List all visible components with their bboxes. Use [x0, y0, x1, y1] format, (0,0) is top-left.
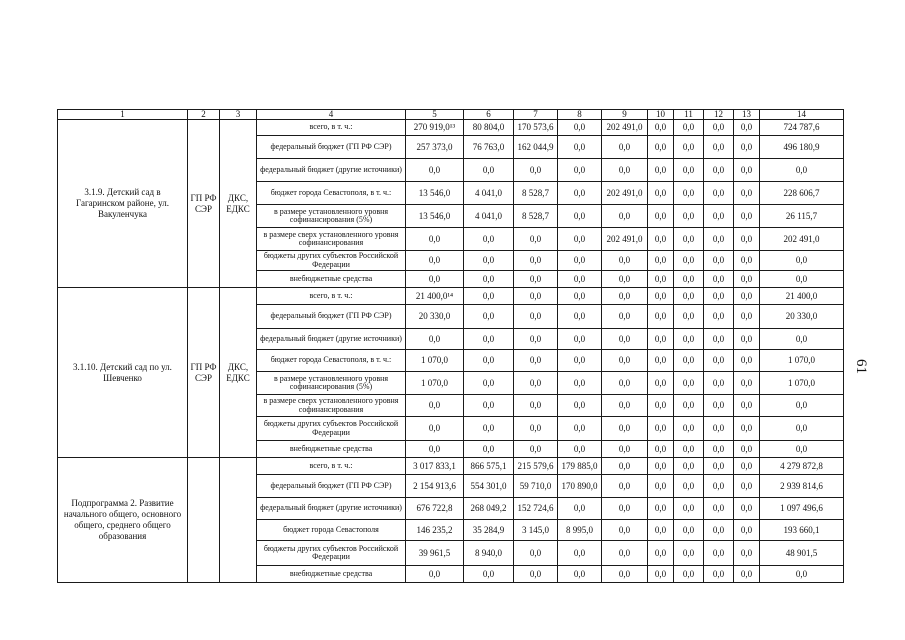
- value-cell: 0,0: [406, 329, 464, 350]
- value-cell: 724 787,6: [760, 120, 844, 136]
- value-cell: 21 400,0¹⁴: [406, 288, 464, 305]
- value-cell: 0,0: [760, 417, 844, 441]
- header-cell: 5: [406, 110, 464, 120]
- value-cell: 8 528,7: [514, 205, 558, 228]
- value-cell: 0,0: [558, 541, 602, 566]
- value-cell: 13 546,0: [406, 182, 464, 205]
- value-cell: 0,0: [704, 541, 734, 566]
- value-cell: 0,0: [558, 205, 602, 228]
- value-cell: 0,0: [704, 458, 734, 475]
- funding-source-label: внебюджетные средства: [257, 566, 406, 583]
- value-cell: 8 995,0: [558, 520, 602, 541]
- value-cell: 0,0: [734, 182, 760, 205]
- value-cell: 0,0: [558, 136, 602, 159]
- value-cell: 0,0: [734, 458, 760, 475]
- value-cell: 0,0: [464, 417, 514, 441]
- value-cell: 3 017 833,1: [406, 458, 464, 475]
- value-cell: 0,0: [734, 541, 760, 566]
- value-cell: 0,0: [514, 566, 558, 583]
- section-name: Подпрограмма 2. Развитие начального общего, основного общего, среднего общего образования: [58, 458, 188, 583]
- value-cell: 0,0: [734, 288, 760, 305]
- value-cell: 0,0: [760, 441, 844, 458]
- value-cell: 0,0: [648, 520, 674, 541]
- value-cell: 0,0: [602, 395, 648, 417]
- value-cell: 0,0: [406, 228, 464, 251]
- value-cell: 0,0: [674, 498, 704, 520]
- value-cell: 0,0: [514, 305, 558, 329]
- value-cell: 0,0: [674, 350, 704, 372]
- value-cell: 13 546,0: [406, 205, 464, 228]
- value-cell: 179 885,0: [558, 458, 602, 475]
- value-cell: 0,0: [558, 395, 602, 417]
- value-cell: 0,0: [674, 395, 704, 417]
- value-cell: 0,0: [464, 251, 514, 271]
- value-cell: 0,0: [514, 228, 558, 251]
- value-cell: 496 180,9: [760, 136, 844, 159]
- value-cell: 0,0: [648, 136, 674, 159]
- value-cell: 0,0: [464, 288, 514, 305]
- value-cell: 0,0: [464, 271, 514, 288]
- value-cell: 202 491,0: [602, 182, 648, 205]
- value-cell: 0,0: [674, 417, 704, 441]
- value-cell: 202 491,0: [602, 228, 648, 251]
- value-cell: 0,0: [674, 520, 704, 541]
- funding-source-label: бюджеты других субъектов Российской Федерации: [257, 541, 406, 566]
- value-cell: 193 660,1: [760, 520, 844, 541]
- value-cell: 4 041,0: [464, 182, 514, 205]
- value-cell: 0,0: [514, 350, 558, 372]
- value-cell: 0,0: [602, 566, 648, 583]
- value-cell: 0,0: [648, 417, 674, 441]
- value-cell: 0,0: [514, 541, 558, 566]
- header-cell: 12: [704, 110, 734, 120]
- value-cell: 0,0: [558, 182, 602, 205]
- value-cell: 0,0: [514, 251, 558, 271]
- value-cell: 0,0: [558, 120, 602, 136]
- funding-source-label: в размере сверх установленного уровня софинансирования: [257, 395, 406, 417]
- value-cell: 0,0: [558, 288, 602, 305]
- value-cell: 0,0: [704, 350, 734, 372]
- value-cell: 0,0: [558, 271, 602, 288]
- value-cell: 0,0: [602, 159, 648, 182]
- header-cell: 11: [674, 110, 704, 120]
- value-cell: 0,0: [514, 271, 558, 288]
- table-row: [58, 120, 844, 136]
- value-cell: 152 724,6: [514, 498, 558, 520]
- value-cell: 0,0: [464, 228, 514, 251]
- value-cell: 170 573,6: [514, 120, 558, 136]
- value-cell: 0,0: [704, 417, 734, 441]
- value-cell: 0,0: [704, 288, 734, 305]
- value-cell: 0,0: [514, 372, 558, 395]
- funding-source-label: бюджет города Севастополя, в т. ч.:: [257, 350, 406, 372]
- value-cell: 0,0: [602, 520, 648, 541]
- value-cell: 0,0: [674, 305, 704, 329]
- value-cell: 0,0: [558, 329, 602, 350]
- funding-source-label: федеральный бюджет (другие источники): [257, 329, 406, 350]
- value-cell: 0,0: [648, 458, 674, 475]
- value-cell: 48 901,5: [760, 541, 844, 566]
- value-cell: 0,0: [602, 475, 648, 498]
- funding-source-label: всего, в т. ч.:: [257, 458, 406, 475]
- value-cell: 0,0: [704, 120, 734, 136]
- value-cell: 0,0: [734, 271, 760, 288]
- value-cell: 268 049,2: [464, 498, 514, 520]
- header-cell: 4: [257, 110, 406, 120]
- section-name: 3.1.10. Детский сад по ул. Шевченко: [58, 288, 188, 458]
- value-cell: 0,0: [704, 205, 734, 228]
- value-cell: 0,0: [648, 288, 674, 305]
- value-cell: 0,0: [648, 350, 674, 372]
- value-cell: 59 710,0: [514, 475, 558, 498]
- value-cell: 0,0: [514, 288, 558, 305]
- value-cell: 0,0: [704, 228, 734, 251]
- value-cell: 0,0: [406, 159, 464, 182]
- value-cell: 0,0: [674, 120, 704, 136]
- value-cell: 0,0: [602, 305, 648, 329]
- value-cell: 228 606,7: [760, 182, 844, 205]
- value-cell: 0,0: [704, 251, 734, 271]
- value-cell: 0,0: [760, 159, 844, 182]
- value-cell: 0,0: [464, 350, 514, 372]
- value-cell: 0,0: [674, 271, 704, 288]
- value-cell: 0,0: [734, 159, 760, 182]
- funding-source-label: федеральный бюджет (ГП РФ СЭР): [257, 305, 406, 329]
- value-cell: 0,0: [704, 566, 734, 583]
- funding-source-label: в размере установленного уровня софинансирования (5%): [257, 372, 406, 395]
- funding-source-label: бюджет города Севастополя, в т. ч.:: [257, 182, 406, 205]
- value-cell: 0,0: [704, 329, 734, 350]
- value-cell: 0,0: [514, 159, 558, 182]
- value-cell: 0,0: [674, 205, 704, 228]
- value-cell: 0,0: [704, 441, 734, 458]
- section-executor: ДКС, ЕДКС: [220, 288, 257, 458]
- value-cell: 0,0: [704, 498, 734, 520]
- value-cell: 0,0: [558, 305, 602, 329]
- value-cell: 2 154 913,6: [406, 475, 464, 498]
- value-cell: 676 722,8: [406, 498, 464, 520]
- value-cell: 0,0: [734, 329, 760, 350]
- value-cell: 0,0: [464, 566, 514, 583]
- funding-source-label: федеральный бюджет (ГП РФ СЭР): [257, 136, 406, 159]
- value-cell: 0,0: [734, 417, 760, 441]
- value-cell: 0,0: [674, 288, 704, 305]
- value-cell: 0,0: [602, 271, 648, 288]
- value-cell: 0,0: [674, 228, 704, 251]
- header-cell: 3: [220, 110, 257, 120]
- value-cell: 202 491,0: [760, 228, 844, 251]
- value-cell: 0,0: [648, 566, 674, 583]
- value-cell: 0,0: [734, 350, 760, 372]
- value-cell: 0,0: [464, 305, 514, 329]
- value-cell: 0,0: [704, 475, 734, 498]
- value-cell: 0,0: [602, 329, 648, 350]
- value-cell: 0,0: [406, 441, 464, 458]
- value-cell: 0,0: [674, 136, 704, 159]
- value-cell: 1 070,0: [406, 350, 464, 372]
- value-cell: 0,0: [648, 372, 674, 395]
- funding-source-label: в размере установленного уровня софинансирования (5%): [257, 205, 406, 228]
- value-cell: 0,0: [602, 136, 648, 159]
- value-cell: 0,0: [602, 288, 648, 305]
- value-cell: 26 115,7: [760, 205, 844, 228]
- value-cell: 0,0: [648, 182, 674, 205]
- value-cell: 0,0: [674, 458, 704, 475]
- value-cell: 20 330,0: [760, 305, 844, 329]
- section-name: 3.1.9. Детский сад в Гагаринском районе, ул. Вакуленчука: [58, 120, 188, 288]
- value-cell: 0,0: [734, 136, 760, 159]
- value-cell: 21 400,0: [760, 288, 844, 305]
- value-cell: 0,0: [406, 566, 464, 583]
- value-cell: 0,0: [602, 458, 648, 475]
- value-cell: 0,0: [558, 159, 602, 182]
- value-cell: 0,0: [674, 566, 704, 583]
- value-cell: 0,0: [648, 475, 674, 498]
- value-cell: 0,0: [514, 329, 558, 350]
- funding-source-label: федеральный бюджет (другие источники): [257, 498, 406, 520]
- value-cell: 0,0: [734, 120, 760, 136]
- value-cell: 0,0: [704, 271, 734, 288]
- value-cell: 0,0: [734, 205, 760, 228]
- budget-table: [57, 109, 844, 583]
- value-cell: 20 330,0: [406, 305, 464, 329]
- value-cell: 3 145,0: [514, 520, 558, 541]
- value-cell: 1 070,0: [406, 372, 464, 395]
- value-cell: 0,0: [674, 441, 704, 458]
- section-executor: ДКС, ЕДКС: [220, 120, 257, 288]
- value-cell: 0,0: [602, 372, 648, 395]
- value-cell: 35 284,9: [464, 520, 514, 541]
- value-cell: 0,0: [558, 372, 602, 395]
- header-cell: 10: [648, 110, 674, 120]
- value-cell: 0,0: [602, 350, 648, 372]
- value-cell: 0,0: [464, 372, 514, 395]
- page-number: 61: [853, 359, 869, 374]
- value-cell: 0,0: [464, 159, 514, 182]
- value-cell: 0,0: [602, 441, 648, 458]
- value-cell: 4 279 872,8: [760, 458, 844, 475]
- funding-source-label: бюджет города Севастополя: [257, 520, 406, 541]
- value-cell: 0,0: [704, 136, 734, 159]
- value-cell: 0,0: [734, 475, 760, 498]
- value-cell: 270 919,0¹³: [406, 120, 464, 136]
- value-cell: 0,0: [674, 475, 704, 498]
- value-cell: 0,0: [734, 441, 760, 458]
- value-cell: 1 097 496,6: [760, 498, 844, 520]
- table-row: [58, 288, 844, 305]
- funding-source-label: всего, в т. ч.:: [257, 288, 406, 305]
- value-cell: 1 070,0: [760, 350, 844, 372]
- value-cell: 0,0: [704, 395, 734, 417]
- value-cell: 8 528,7: [514, 182, 558, 205]
- value-cell: 4 041,0: [464, 205, 514, 228]
- value-cell: 0,0: [734, 251, 760, 271]
- funding-source-label: внебюджетные средства: [257, 441, 406, 458]
- value-cell: 0,0: [464, 395, 514, 417]
- value-cell: 0,0: [704, 182, 734, 205]
- header-cell: 6: [464, 110, 514, 120]
- value-cell: 257 373,0: [406, 136, 464, 159]
- value-cell: 0,0: [704, 520, 734, 541]
- value-cell: 0,0: [558, 251, 602, 271]
- funding-source-label: в размере сверх установленного уровня софинансирования: [257, 228, 406, 251]
- value-cell: 0,0: [648, 271, 674, 288]
- value-cell: 202 491,0: [602, 120, 648, 136]
- value-cell: 0,0: [648, 441, 674, 458]
- value-cell: 0,0: [704, 372, 734, 395]
- value-cell: 0,0: [648, 120, 674, 136]
- value-cell: 0,0: [558, 417, 602, 441]
- value-cell: 0,0: [760, 329, 844, 350]
- value-cell: 0,0: [704, 305, 734, 329]
- value-cell: 8 940,0: [464, 541, 514, 566]
- value-cell: 0,0: [734, 372, 760, 395]
- value-cell: 0,0: [760, 395, 844, 417]
- value-cell: 0,0: [602, 541, 648, 566]
- value-cell: 0,0: [674, 329, 704, 350]
- value-cell: 0,0: [760, 566, 844, 583]
- value-cell: 0,0: [734, 305, 760, 329]
- value-cell: 0,0: [760, 271, 844, 288]
- header-row: [58, 110, 844, 120]
- value-cell: 162 044,9: [514, 136, 558, 159]
- value-cell: 0,0: [514, 441, 558, 458]
- value-cell: 0,0: [648, 305, 674, 329]
- value-cell: 0,0: [558, 228, 602, 251]
- value-cell: 76 763,0: [464, 136, 514, 159]
- value-cell: 146 235,2: [406, 520, 464, 541]
- value-cell: 554 301,0: [464, 475, 514, 498]
- header-cell: 8: [558, 110, 602, 120]
- section-executor: [220, 458, 257, 583]
- value-cell: 866 575,1: [464, 458, 514, 475]
- header-cell: 7: [514, 110, 558, 120]
- value-cell: 0,0: [464, 329, 514, 350]
- value-cell: 0,0: [674, 159, 704, 182]
- value-cell: 0,0: [406, 395, 464, 417]
- funding-source-label: бюджеты других субъектов Российской Федерации: [257, 417, 406, 441]
- value-cell: 0,0: [602, 205, 648, 228]
- table-row: [58, 458, 844, 475]
- value-cell: 0,0: [648, 498, 674, 520]
- value-cell: 39 961,5: [406, 541, 464, 566]
- funding-source-label: бюджеты других субъектов Российской Федерации: [257, 251, 406, 271]
- value-cell: 0,0: [602, 251, 648, 271]
- value-cell: 0,0: [734, 228, 760, 251]
- value-cell: 0,0: [674, 541, 704, 566]
- value-cell: 0,0: [648, 329, 674, 350]
- value-cell: 215 579,6: [514, 458, 558, 475]
- value-cell: 0,0: [406, 251, 464, 271]
- value-cell: 0,0: [464, 441, 514, 458]
- value-cell: 0,0: [704, 159, 734, 182]
- value-cell: 0,0: [734, 520, 760, 541]
- funding-source-label: федеральный бюджет (ГП РФ СЭР): [257, 475, 406, 498]
- value-cell: 0,0: [648, 228, 674, 251]
- value-cell: 0,0: [514, 395, 558, 417]
- value-cell: 170 890,0: [558, 475, 602, 498]
- value-cell: 0,0: [406, 417, 464, 441]
- header-cell: 1: [58, 110, 188, 120]
- value-cell: 0,0: [734, 498, 760, 520]
- section-program: ГП РФ СЭР: [188, 288, 220, 458]
- value-cell: 2 939 814,6: [760, 475, 844, 498]
- funding-source-label: всего, в т. ч.:: [257, 120, 406, 136]
- value-cell: 0,0: [734, 566, 760, 583]
- value-cell: 0,0: [674, 182, 704, 205]
- value-cell: 0,0: [648, 395, 674, 417]
- value-cell: 80 804,0: [464, 120, 514, 136]
- value-cell: 0,0: [648, 205, 674, 228]
- header-cell: 9: [602, 110, 648, 120]
- value-cell: 0,0: [648, 251, 674, 271]
- value-cell: 0,0: [558, 350, 602, 372]
- value-cell: 0,0: [648, 159, 674, 182]
- value-cell: 0,0: [674, 372, 704, 395]
- value-cell: 0,0: [558, 441, 602, 458]
- header-cell: 13: [734, 110, 760, 120]
- funding-source-label: федеральный бюджет (другие источники): [257, 159, 406, 182]
- value-cell: 0,0: [734, 395, 760, 417]
- value-cell: 0,0: [674, 251, 704, 271]
- header-cell: 2: [188, 110, 220, 120]
- value-cell: 1 070,0: [760, 372, 844, 395]
- value-cell: 0,0: [602, 417, 648, 441]
- section-program: [188, 458, 220, 583]
- value-cell: 0,0: [602, 498, 648, 520]
- value-cell: 0,0: [406, 271, 464, 288]
- section-program: ГП РФ СЭР: [188, 120, 220, 288]
- value-cell: 0,0: [648, 541, 674, 566]
- value-cell: 0,0: [558, 566, 602, 583]
- funding-source-label: внебюджетные средства: [257, 271, 406, 288]
- value-cell: 0,0: [760, 251, 844, 271]
- header-cell: 14: [760, 110, 844, 120]
- value-cell: 0,0: [558, 498, 602, 520]
- value-cell: 0,0: [514, 417, 558, 441]
